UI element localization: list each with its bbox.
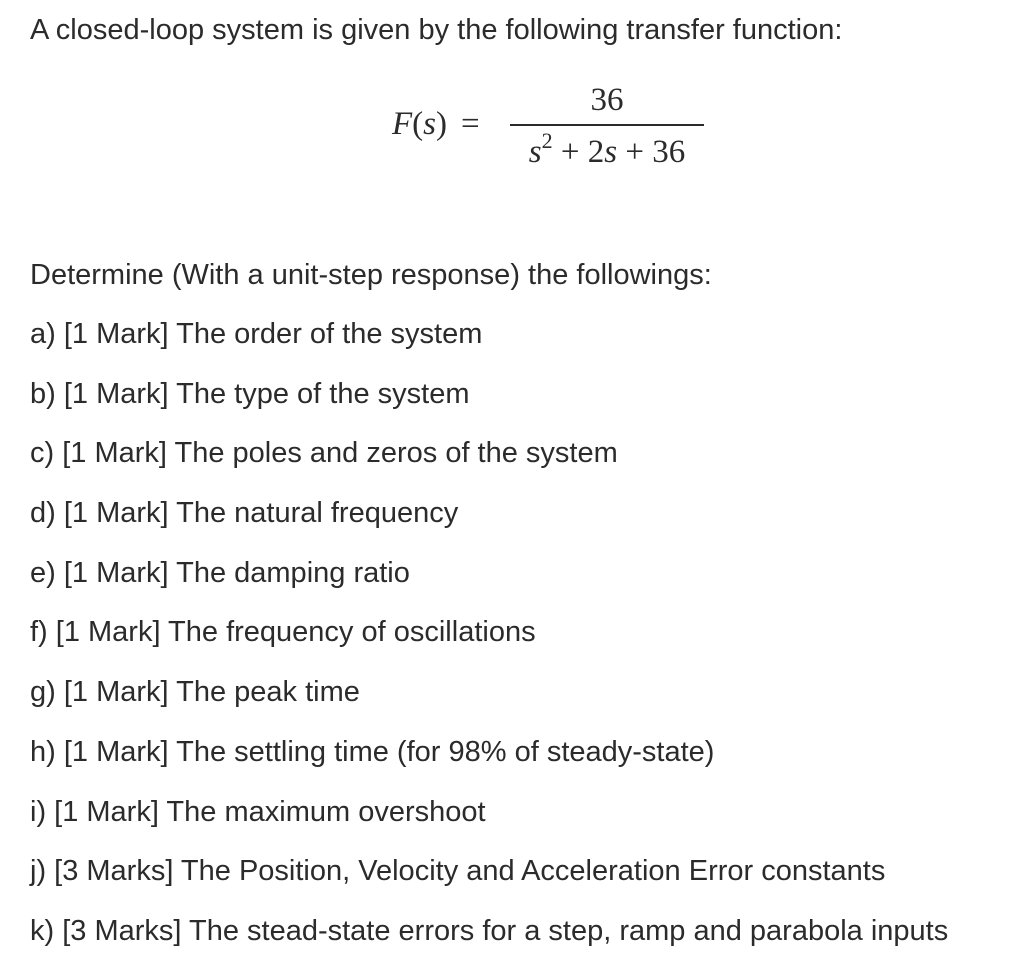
function-name: F [392, 106, 413, 142]
fraction-bar [510, 124, 704, 126]
equation-lhs [392, 104, 480, 144]
question-item-f: f) [1 Mark] The frequency of oscillations [30, 616, 536, 649]
question-item-e: e) [1 Mark] The damping ratio [30, 556, 410, 589]
denominator-tail: + 36 [617, 134, 686, 170]
fraction [510, 78, 704, 178]
question-item-i: i) [1 Mark] The maximum overshoot [30, 795, 486, 828]
denominator-var-1: s [528, 134, 542, 170]
lhs-close-paren: ) [436, 106, 448, 142]
lhs-open-paren: ( [412, 106, 424, 142]
question-item-j: j) [3 Marks] The Position, Velocity and Acceleration Error constants [30, 855, 886, 888]
prompt-text: Determine (With a unit-step response) the followings: [30, 259, 712, 291]
numerator: 36 [590, 82, 624, 118]
denominator-exponent: 2 [541, 128, 553, 153]
transfer-function-equation [392, 78, 722, 178]
question-list [30, 316, 948, 973]
question-item-k: k) [3 Marks] The stead-state errors for a step, ramp and parabola inputs [30, 914, 949, 947]
lhs-variable: s [423, 106, 437, 142]
question-item-c: c) [1 Mark] The poles and zeros of the system [30, 437, 618, 470]
intro-text: A closed-loop system is given by the following transfer function: [30, 14, 843, 46]
question-item-d: d) [1 Mark] The natural frequency [30, 497, 459, 530]
question-item-b: b) [1 Mark] The type of the system [30, 377, 470, 410]
denominator-middle: + 2 [552, 134, 605, 170]
question-item-h: h) [1 Mark] The settling time (for 98% of steady-state) [30, 735, 715, 768]
question-item-g: g) [1 Mark] The peak time [30, 676, 360, 709]
question-item-a: a) [1 Mark] The order of the system [30, 318, 483, 350]
equals-sign: = [461, 106, 480, 142]
denominator [510, 128, 704, 172]
denominator-var-2: s [604, 134, 618, 170]
